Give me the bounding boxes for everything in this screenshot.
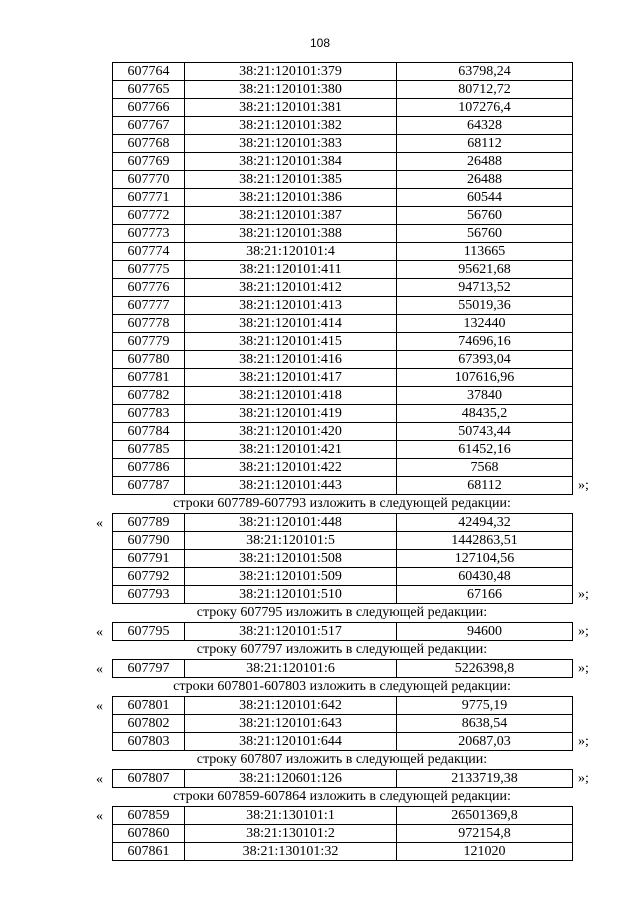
row-number-cell: 607793 bbox=[113, 586, 185, 604]
cadastral-number-cell: 38:21:120101:413 bbox=[185, 297, 397, 315]
cadastral-number-cell: 38:21:120101:386 bbox=[185, 189, 397, 207]
table-block bbox=[0, 513, 640, 604]
cadastral-number-cell: 38:21:120101:383 bbox=[185, 135, 397, 153]
cadastral-number-cell: 38:21:120101:421 bbox=[185, 441, 397, 459]
value-cell: 67166 bbox=[397, 586, 573, 604]
value-cell: 56760 bbox=[397, 225, 573, 243]
value-cell: 26488 bbox=[397, 153, 573, 171]
table-row bbox=[113, 99, 573, 117]
cadastral-number-cell: 38:21:120101:388 bbox=[185, 225, 397, 243]
cadastral-number-cell: 38:21:130101:32 bbox=[185, 843, 397, 861]
closing-quote: »; bbox=[578, 587, 589, 602]
cadastral-number-cell: 38:21:120101:417 bbox=[185, 369, 397, 387]
value-cell: 127104,56 bbox=[397, 550, 573, 568]
table-row bbox=[113, 207, 573, 225]
cadastral-number-cell: 38:21:120101:510 bbox=[185, 586, 397, 604]
value-cell: 94600 bbox=[397, 623, 573, 641]
value-cell: 107276,4 bbox=[397, 99, 573, 117]
cadastral-number-cell: 38:21:120101:381 bbox=[185, 99, 397, 117]
value-cell: 60544 bbox=[397, 189, 573, 207]
row-number-cell: 607784 bbox=[113, 423, 185, 441]
cadastral-number-cell: 38:21:120101:509 bbox=[185, 568, 397, 586]
value-cell: 113665 bbox=[397, 243, 573, 261]
value-cell: 121020 bbox=[397, 843, 573, 861]
amendment-instruction: строки 607801-607803 изложить в следующей редакции: bbox=[173, 679, 511, 694]
cadastral-number-cell: 38:21:120101:5 bbox=[185, 532, 397, 550]
cadastral-number-cell: 38:21:120101:517 bbox=[185, 623, 397, 641]
row-number-cell: 607782 bbox=[113, 387, 185, 405]
table-row bbox=[113, 243, 573, 261]
table-row bbox=[113, 351, 573, 369]
document-body bbox=[0, 62, 640, 861]
value-cell: 2133719,38 bbox=[397, 770, 573, 788]
table-row bbox=[113, 568, 573, 586]
table-row bbox=[113, 261, 573, 279]
row-number-cell: 607769 bbox=[113, 153, 185, 171]
cadastral-number-cell: 38:21:120101:642 bbox=[185, 697, 397, 715]
value-cell: 94713,52 bbox=[397, 279, 573, 297]
value-cell: 972154,8 bbox=[397, 825, 573, 843]
cadastral-number-cell: 38:21:120101:443 bbox=[185, 477, 397, 495]
row-number-cell: 607770 bbox=[113, 171, 185, 189]
amendment-instruction: строку 607795 изложить в следующей редакции: bbox=[196, 605, 488, 620]
row-number-cell: 607774 bbox=[113, 243, 185, 261]
value-cell: 20687,03 bbox=[397, 733, 573, 751]
table-row bbox=[113, 153, 573, 171]
table-row bbox=[113, 623, 573, 641]
table-row bbox=[113, 697, 573, 715]
table-row bbox=[113, 733, 573, 751]
table-row bbox=[113, 477, 573, 495]
table-row bbox=[113, 514, 573, 532]
cadastral-number-cell: 38:21:120101:422 bbox=[185, 459, 397, 477]
value-cell: 74696,16 bbox=[397, 333, 573, 351]
row-number-cell: 607775 bbox=[113, 261, 185, 279]
row-number-cell: 607801 bbox=[113, 697, 185, 715]
table-row bbox=[113, 807, 573, 825]
cadastral-number-cell: 38:21:120101:387 bbox=[185, 207, 397, 225]
row-number-cell: 607789 bbox=[113, 514, 185, 532]
value-cell: 7568 bbox=[397, 459, 573, 477]
row-number-cell: 607776 bbox=[113, 279, 185, 297]
registry-table bbox=[112, 696, 573, 751]
table-row bbox=[113, 333, 573, 351]
amendment-instruction: строку 607797 изложить в следующей редакции: bbox=[196, 642, 488, 657]
value-cell: 37840 bbox=[397, 387, 573, 405]
value-cell: 63798,24 bbox=[397, 63, 573, 81]
cadastral-number-cell: 38:21:120101:416 bbox=[185, 351, 397, 369]
opening-quote: « bbox=[96, 809, 103, 824]
table-row bbox=[113, 81, 573, 99]
row-number-cell: 607790 bbox=[113, 532, 185, 550]
closing-quote: »; bbox=[578, 478, 589, 493]
cadastral-number-cell: 38:21:120101:418 bbox=[185, 387, 397, 405]
amendment-instruction: строку 607807 изложить в следующей редакции: bbox=[196, 752, 488, 767]
table-block bbox=[0, 62, 640, 495]
row-number-cell: 607766 bbox=[113, 99, 185, 117]
table-row bbox=[113, 405, 573, 423]
table-row bbox=[113, 279, 573, 297]
cadastral-number-cell: 38:21:120101:379 bbox=[185, 63, 397, 81]
cadastral-number-cell: 38:21:120101:412 bbox=[185, 279, 397, 297]
table-row bbox=[113, 825, 573, 843]
registry-table bbox=[112, 513, 573, 604]
row-number-cell: 607803 bbox=[113, 733, 185, 751]
table-row bbox=[113, 532, 573, 550]
row-number-cell: 607795 bbox=[113, 623, 185, 641]
table-row bbox=[113, 369, 573, 387]
registry-table bbox=[112, 769, 573, 788]
value-cell: 61452,16 bbox=[397, 441, 573, 459]
row-number-cell: 607764 bbox=[113, 63, 185, 81]
value-cell: 50743,44 bbox=[397, 423, 573, 441]
row-number-cell: 607786 bbox=[113, 459, 185, 477]
row-number-cell: 607777 bbox=[113, 297, 185, 315]
value-cell: 26488 bbox=[397, 171, 573, 189]
value-cell: 8638,54 bbox=[397, 715, 573, 733]
cadastral-number-cell: 38:21:130101:2 bbox=[185, 825, 397, 843]
table-row bbox=[113, 135, 573, 153]
cadastral-number-cell: 38:21:120101:508 bbox=[185, 550, 397, 568]
row-number-cell: 607768 bbox=[113, 135, 185, 153]
value-cell: 67393,04 bbox=[397, 351, 573, 369]
registry-table bbox=[112, 622, 573, 641]
cadastral-number-cell: 38:21:120101:411 bbox=[185, 261, 397, 279]
value-cell: 68112 bbox=[397, 135, 573, 153]
row-number-cell: 607807 bbox=[113, 770, 185, 788]
value-cell: 95621,68 bbox=[397, 261, 573, 279]
table-row bbox=[113, 117, 573, 135]
opening-quote: « bbox=[96, 625, 103, 640]
amendment-instruction: строки 607859-607864 изложить в следующей редакции: bbox=[173, 789, 511, 804]
row-number-cell: 607860 bbox=[113, 825, 185, 843]
table-block bbox=[0, 696, 640, 751]
opening-quote: « bbox=[96, 699, 103, 714]
closing-quote: »; bbox=[578, 624, 589, 639]
row-number-cell: 607773 bbox=[113, 225, 185, 243]
cadastral-number-cell: 38:21:120101:419 bbox=[185, 405, 397, 423]
value-cell: 26501369,8 bbox=[397, 807, 573, 825]
cadastral-number-cell: 38:21:120101:644 bbox=[185, 733, 397, 751]
opening-quote: « bbox=[96, 772, 103, 787]
table-block bbox=[0, 622, 640, 641]
value-cell: 1442863,51 bbox=[397, 532, 573, 550]
table-row bbox=[113, 63, 573, 81]
row-number-cell: 607785 bbox=[113, 441, 185, 459]
opening-quote: « bbox=[96, 662, 103, 677]
row-number-cell: 607791 bbox=[113, 550, 185, 568]
cadastral-number-cell: 38:21:130101:1 bbox=[185, 807, 397, 825]
row-number-cell: 607772 bbox=[113, 207, 185, 225]
row-number-cell: 607781 bbox=[113, 369, 185, 387]
closing-quote: »; bbox=[578, 661, 589, 676]
table-row bbox=[113, 586, 573, 604]
cadastral-number-cell: 38:21:120101:382 bbox=[185, 117, 397, 135]
row-number-cell: 607779 bbox=[113, 333, 185, 351]
row-number-cell: 607802 bbox=[113, 715, 185, 733]
value-cell: 9775,19 bbox=[397, 697, 573, 715]
value-cell: 68112 bbox=[397, 477, 573, 495]
value-cell: 60430,48 bbox=[397, 568, 573, 586]
table-row bbox=[113, 441, 573, 459]
table-row bbox=[113, 843, 573, 861]
cadastral-number-cell: 38:21:120101:6 bbox=[185, 660, 397, 678]
cadastral-number-cell: 38:21:120101:4 bbox=[185, 243, 397, 261]
table-row bbox=[113, 770, 573, 788]
registry-table bbox=[112, 659, 573, 678]
value-cell: 64328 bbox=[397, 117, 573, 135]
value-cell: 5226398,8 bbox=[397, 660, 573, 678]
row-number-cell: 607771 bbox=[113, 189, 185, 207]
row-number-cell: 607861 bbox=[113, 843, 185, 861]
table-row bbox=[113, 423, 573, 441]
value-cell: 132440 bbox=[397, 315, 573, 333]
row-number-cell: 607778 bbox=[113, 315, 185, 333]
cadastral-number-cell: 38:21:120101:380 bbox=[185, 81, 397, 99]
closing-quote: »; bbox=[578, 771, 589, 786]
table-row bbox=[113, 550, 573, 568]
row-number-cell: 607783 bbox=[113, 405, 185, 423]
cadastral-number-cell: 38:21:120101:415 bbox=[185, 333, 397, 351]
table-row bbox=[113, 315, 573, 333]
table-row bbox=[113, 171, 573, 189]
value-cell: 48435,2 bbox=[397, 405, 573, 423]
value-cell: 55019,36 bbox=[397, 297, 573, 315]
table-block bbox=[0, 769, 640, 788]
cadastral-number-cell: 38:21:120101:448 bbox=[185, 514, 397, 532]
row-number-cell: 607859 bbox=[113, 807, 185, 825]
row-number-cell: 607787 bbox=[113, 477, 185, 495]
table-row bbox=[113, 459, 573, 477]
table-block bbox=[0, 659, 640, 678]
registry-table bbox=[112, 806, 573, 861]
row-number-cell: 607767 bbox=[113, 117, 185, 135]
opening-quote: « bbox=[96, 516, 103, 531]
row-number-cell: 607797 bbox=[113, 660, 185, 678]
cadastral-number-cell: 38:21:120101:385 bbox=[185, 171, 397, 189]
table-block bbox=[0, 806, 640, 861]
row-number-cell: 607780 bbox=[113, 351, 185, 369]
table-row bbox=[113, 225, 573, 243]
value-cell: 80712,72 bbox=[397, 81, 573, 99]
registry-table bbox=[112, 62, 573, 495]
table-row bbox=[113, 660, 573, 678]
value-cell: 42494,32 bbox=[397, 514, 573, 532]
page-number: 108 bbox=[309, 36, 331, 50]
table-row bbox=[113, 297, 573, 315]
table-row bbox=[113, 387, 573, 405]
cadastral-number-cell: 38:21:120101:643 bbox=[185, 715, 397, 733]
row-number-cell: 607792 bbox=[113, 568, 185, 586]
table-row bbox=[113, 189, 573, 207]
row-number-cell: 607765 bbox=[113, 81, 185, 99]
value-cell: 56760 bbox=[397, 207, 573, 225]
cadastral-number-cell: 38:21:120101:420 bbox=[185, 423, 397, 441]
amendment-instruction: строки 607789-607793 изложить в следующей редакции: bbox=[173, 496, 511, 511]
value-cell: 107616,96 bbox=[397, 369, 573, 387]
closing-quote: »; bbox=[578, 734, 589, 749]
table-row bbox=[113, 715, 573, 733]
cadastral-number-cell: 38:21:120601:126 bbox=[185, 770, 397, 788]
cadastral-number-cell: 38:21:120101:384 bbox=[185, 153, 397, 171]
cadastral-number-cell: 38:21:120101:414 bbox=[185, 315, 397, 333]
